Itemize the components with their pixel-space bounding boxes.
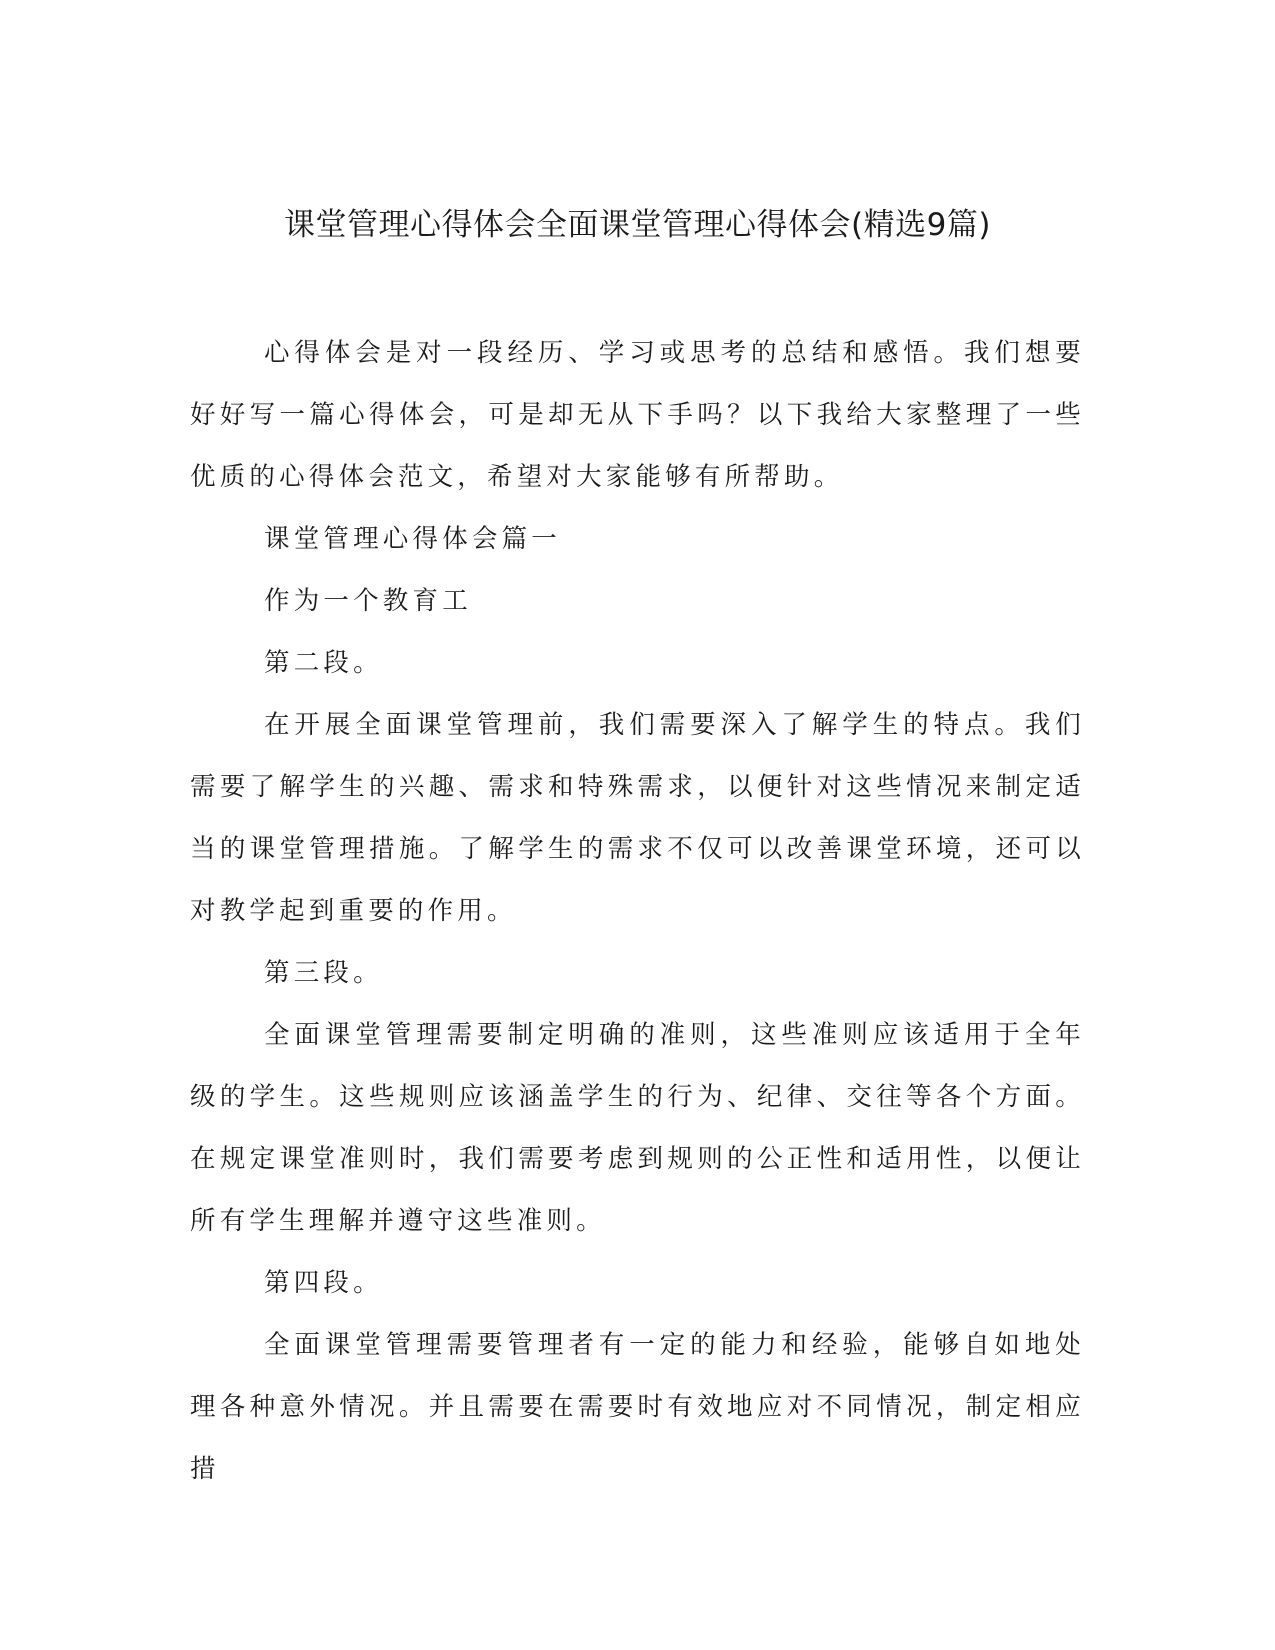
section-label-third: 第三段。 [264, 958, 383, 988]
paragraph-intro: 心得体会是对一段经历、学习或思考的总结和感悟。我们想要好好写一篇心得体会，可是却无从下手吗？以下我给大家整理了一些优质的心得体会范文，希望对大家能够有所帮助。 [190, 338, 1085, 492]
section-label-fourth: 第四段。 [264, 1268, 383, 1298]
section-label-second: 第二段。 [264, 648, 383, 678]
paragraph-understand-students: 在开展全面课堂管理前，我们需要深入了解学生的特点。我们需要了解学生的兴趣、需求和特殊需求，以便针对这些情况来制定适当的课堂管理措施。了解学生的需求不仅可以改善课堂环境，还可以对教学起到重要的作用。 [190, 710, 1085, 926]
paragraph-fragment: 作为一个教育工 [264, 586, 472, 616]
paragraph-classroom-rules: 全面课堂管理需要制定明确的准则，这些准则应该适用于全年级的学生。这些规则应该涵盖学生的行为、纪律、交往等各个方面。在规定课堂准则时，我们需要考虑到规则的公正性和适用性，以便让所有学生理解并遵守这些准则。 [190, 1020, 1085, 1236]
section-heading-part-one: 课堂管理心得体会篇一 [264, 524, 562, 554]
paragraph-manager-ability: 全面课堂管理需要管理者有一定的能力和经验，能够自如地处理各种意外情况。并且需要在需要时有效地应对不同情况，制定相应措 [190, 1330, 1085, 1484]
document-title: 课堂管理心得体会全面课堂管理心得体会(精选9篇) [284, 207, 991, 243]
document-body [190, 322, 1085, 1500]
